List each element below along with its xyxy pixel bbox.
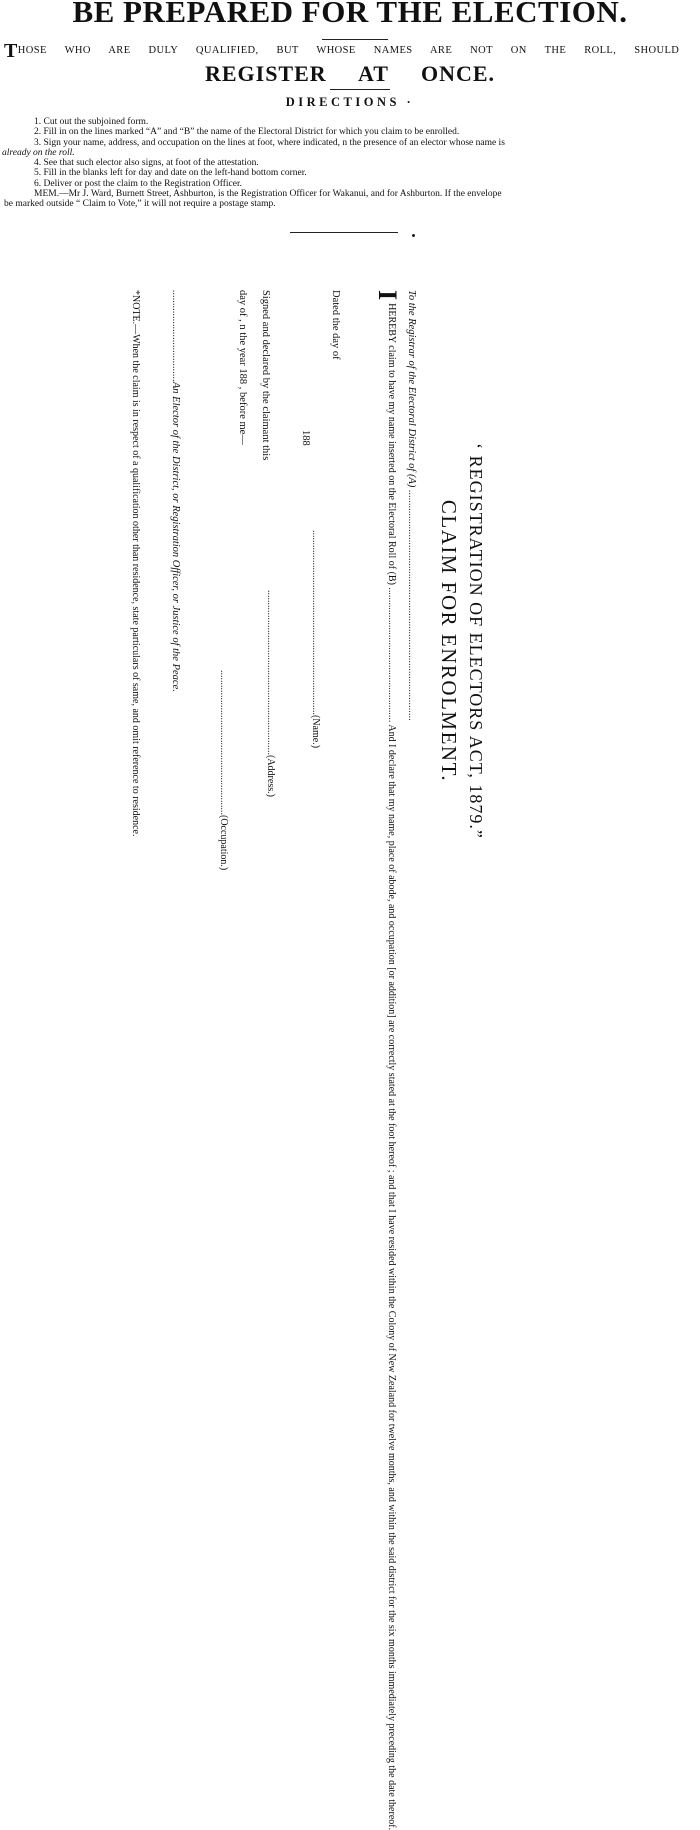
form-act-title: ‘ REGISTRATION OF ELECTORS ACT, 1879.” — [466, 443, 486, 839]
memo: MEM.—Mr J. Ward, Burnett Street, Ashburton, is the Registration Officer for Wakanui, and for Ashburton. If the envelope — [34, 189, 502, 200]
headline: BE PREPARED FOR THE ELECTION. — [72, 0, 628, 29]
to-registrar: To the Registrar of the Electoral District of (A) ........................................................................................ — [406, 290, 417, 721]
step-4: 4. See that such elector also signs, at foot of the attestation. — [34, 158, 259, 169]
enrolment-form — [116, 290, 486, 1830]
divider — [322, 39, 388, 40]
dot-mark — [412, 234, 415, 237]
signed-line: Signed and declared by the claimant this — [260, 290, 271, 461]
claim-paragraph — [373, 290, 402, 1830]
name-line: ..........................................................................(Name.) — [310, 530, 321, 749]
memo-cont: be marked outside “ Claim to Vote,” it will not require a postage stamp. — [4, 199, 276, 210]
step-3: 3. Sign your name, address, and occupation on the lines at foot, where indicated, n the presence of an elector whose name is — [34, 137, 505, 148]
dated-line: Dated the day of — [330, 290, 341, 360]
register-heading: REGISTER AT ONCE. — [204, 61, 496, 86]
footnote: *NOTE.—When the claim is in respect of a qualification other than residence, state particulars of same, and omit reference to residence. — [130, 290, 141, 837]
form-title: CLAIM FOR ENROLMENT. — [437, 499, 461, 783]
intro-line — [4, 40, 700, 63]
occupation-line: ..........................................................(Occupation.) — [218, 670, 229, 871]
directions-list — [0, 117, 700, 210]
step-2: 2. Fill in on the lines marked “A” and “B” the name of the Electoral District for which you claim to be enrolled. — [34, 127, 460, 138]
dated-year: 188 — [300, 430, 311, 446]
step-6: 6. Deliver or post the claim to the Registration Officer. — [34, 178, 242, 189]
step-3-cont: already on the roll. — [2, 147, 75, 158]
step-1: 1. Cut out the subjoined form. — [34, 117, 149, 127]
directions-heading: DIRECTIONS · — [285, 95, 415, 109]
intro-text: HOSE WHO ARE DULY QUALIFIED, BUT WHOSE NAMES ARE NOT ON THE ROLL, SHOULD — [17, 45, 680, 56]
claim-text: HEREBY claim to have my name inserted on the Electoral Roll of (B) ...................................................... And I declare that my name, place of abode, and occupation [or addition] are correctly stated at the foot hereof ; and that I have resided within the Colony of New Zealand for twelve months, and within the said district for the six months immediately preceding the date thereof. — [386, 303, 397, 1830]
address-line: ..................................................................(Address.) — [265, 590, 276, 797]
claim-initial: I — [373, 290, 402, 301]
intro-initial: T — [4, 40, 18, 62]
divider — [290, 232, 398, 233]
day-of-line: day of , n the year 188 , before me— — [237, 290, 248, 445]
step-5: 5. Fill in the blanks left for day and date on the left-hand bottom corner. — [34, 168, 307, 179]
elector-line: ...................................An Elector of the District, or Registration Officer, or Justice of the Peace. — [170, 290, 181, 692]
divider — [330, 89, 390, 90]
